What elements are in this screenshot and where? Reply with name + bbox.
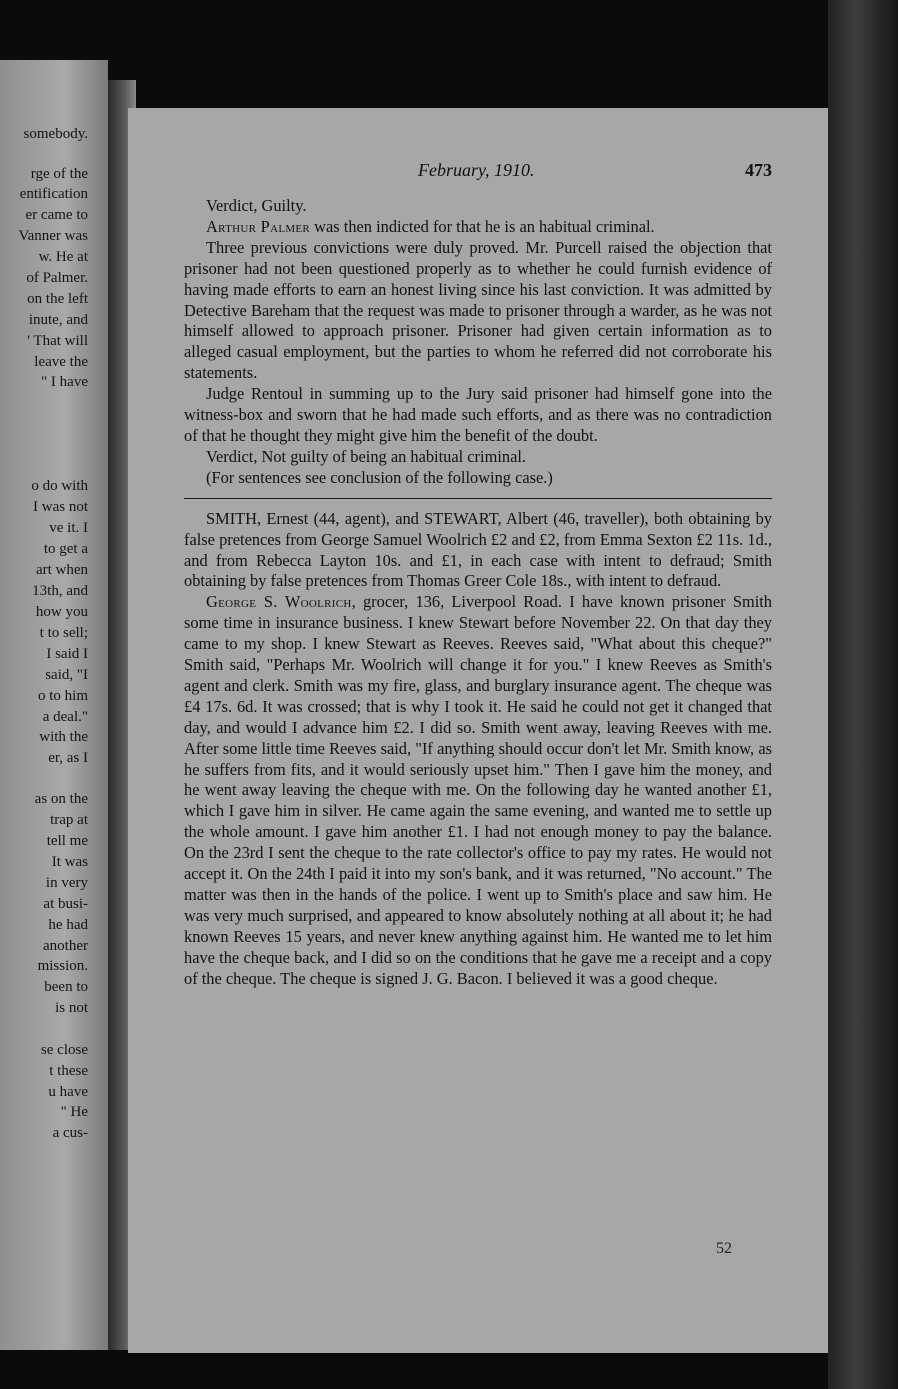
verdict-guilty: Verdict, Guilty. [206, 196, 307, 215]
left-page-fragment: Vanner was [18, 228, 88, 244]
left-page-fragment: t these [49, 1063, 88, 1079]
witness-name: George S. Woolrich [206, 592, 352, 612]
left-page-fragment: a cus- [52, 1125, 88, 1141]
sentences-note: (For sentences see conclusion of the following case.) [206, 467, 553, 487]
left-page-fragment: in very [45, 875, 88, 891]
left-page-fragment: I was not [33, 499, 88, 515]
page-body [184, 196, 772, 990]
left-page-fragment: It was [51, 854, 88, 870]
left-page-fragment: rge of the [30, 166, 88, 182]
left-page-fragment: with the [39, 729, 88, 745]
left-page-fragment: 13th, and [32, 583, 88, 599]
left-page-fragment: ve it. I [49, 520, 88, 536]
page-header [128, 160, 828, 188]
convictions-paragraph: Three previous convictions were duly proved. Mr. Purcell raised the objection that prisoner had not been questioned properly as to whether he could furnish evidence of having made efforts to earn an honest living since his last conviction. It was admitted by Detective Bareham that the request was made to prisoner through a warder, as he was not himself allowed to approach prisoner. Prisoner had given certain information as to alleged casual employment, but the parties to whom he referred did not corroborate his statements. [184, 237, 772, 383]
left-page-fragment: o do with [31, 478, 88, 494]
left-page-fragment: ' That will [27, 333, 88, 349]
left-page-fragment: art when [35, 562, 88, 578]
left-page-fragment: inute, and [28, 312, 88, 328]
left-page-fragment: t to sell; [39, 625, 88, 641]
left-page-fragment: on the left [27, 291, 88, 307]
left-page-fragment: I said I [46, 646, 88, 662]
left-page-fragment: another [43, 938, 88, 954]
left-page-fragment: u have [48, 1084, 88, 1100]
left-page-fragment: been to [44, 979, 88, 995]
palmer-indictment [184, 217, 772, 238]
left-page-fragment: a deal." [42, 709, 88, 725]
verdict-not-guilty: Verdict, Not guilty of being an habitual criminal. [206, 446, 526, 466]
left-page-fragment: trap at [50, 812, 88, 828]
left-page-fragment: how you [35, 604, 88, 620]
case-heading: SMITH, Ernest (44, agent), and STEWART, Albert (46, traveller), both obtaining by false pretences from George Samuel Woolrich £2 and £2, from Emma Sexton £2 11s. 1d., and from Rebecca Layton 10s. and £1, in each case with intent to defraud; Smith obtaining by false pretences from Thomas Greer Cole 18s., with intent to defraud. [184, 508, 772, 591]
left-page-fragment: er, as I [48, 750, 88, 766]
left-page-fragment: er came to [25, 207, 88, 223]
indictment-text: was then indicted for that he is an habitual criminal. [310, 216, 655, 236]
summing-up-paragraph: Judge Rentoul in summing up to the Jury said prisoner had himself gone into the witness-box and sworn that he had made such efforts, and as there was no contradiction of that he thought they might give him the benefit of the doubt. [184, 384, 772, 445]
left-page-fragment: of Palmer. [26, 270, 88, 286]
left-page-fragment: w. He at [38, 249, 88, 265]
running-head: February, 1910. [418, 160, 535, 180]
witness-testimony [184, 592, 772, 989]
left-page-fragment: at busi- [43, 896, 88, 912]
left-page-fragment: " He [60, 1104, 88, 1120]
left-page-fragment: said, "I [45, 667, 88, 683]
left-page-fragment: se close [40, 1042, 88, 1058]
left-page-fragment: somebody. [23, 126, 88, 142]
left-page-fragment: tell me [46, 833, 88, 849]
left-page-fragment: " I have [41, 374, 88, 390]
left-page-fragment: as on the [34, 791, 88, 807]
left-page-fragment: o to him [37, 688, 88, 704]
right-page [128, 108, 828, 1353]
left-page-fragment: mission. [37, 958, 88, 974]
section-divider [184, 498, 772, 499]
testimony-text: , grocer, 136, Liverpool Road. I have known prisoner Smith some time in insurance business. I knew Stewart before November 22. On that day they came to my shop. I knew Stewart as Reeves. Reeves said, "What about this cheque?" Smith said, "Perhaps Mr. Woolrich will change it for you." I knew Reeves as Smith's agent and clerk. Smith was my fire, glass, and burglary insurance agent. The cheque was £4 17s. 6d. It was crossed; that is why I took it. He said he could not get it changed that day, and would I advance him £2. I did so. Smith went away, leaving Reeves with me. After some little time Reeves said, "If anything should occur don't let Mr. Smith know, as he suffers from fits, and it would seriously upset him." Then I gave him the money, and he went away leaving the cheque with me. On the following day he wanted another £1, which I gave him in silver. He came again the same evening, and wanted me to settle up the whole amount. I gave him another £1. I had not enough money to pay the balance. On the 23rd I sent the cheque to the rate collector's office to pay my rates. He would not accept it. On the 24th I paid it into my son's bank, and it was returned, "No account." The matter was then in the hands of the police. I went up to Smith's place and saw him. He was very much surprised, and appeared to know absolutely nothing at all about it; he had known Reeves 15 years, and never knew anything against him. He wanted me to let him have the cheque back, and I did so on the conditions that he gave me a receipt and a copy of the cheque. The cheque is signed J. G. Bacon. I believed it was a good cheque. [184, 592, 772, 988]
left-page-fragment: is not [55, 1000, 88, 1016]
left-page-fragment: he had [48, 917, 88, 933]
left-page [0, 60, 108, 1350]
book-edge [828, 0, 898, 1389]
left-page-fragment: leave the [34, 354, 88, 370]
left-page-fragment: to get a [43, 541, 88, 557]
page-number: 473 [745, 160, 772, 180]
defendant-name: Arthur Palmer [206, 216, 311, 236]
left-page-fragment: entification [19, 186, 88, 202]
signature-mark: 52 [716, 1240, 732, 1257]
